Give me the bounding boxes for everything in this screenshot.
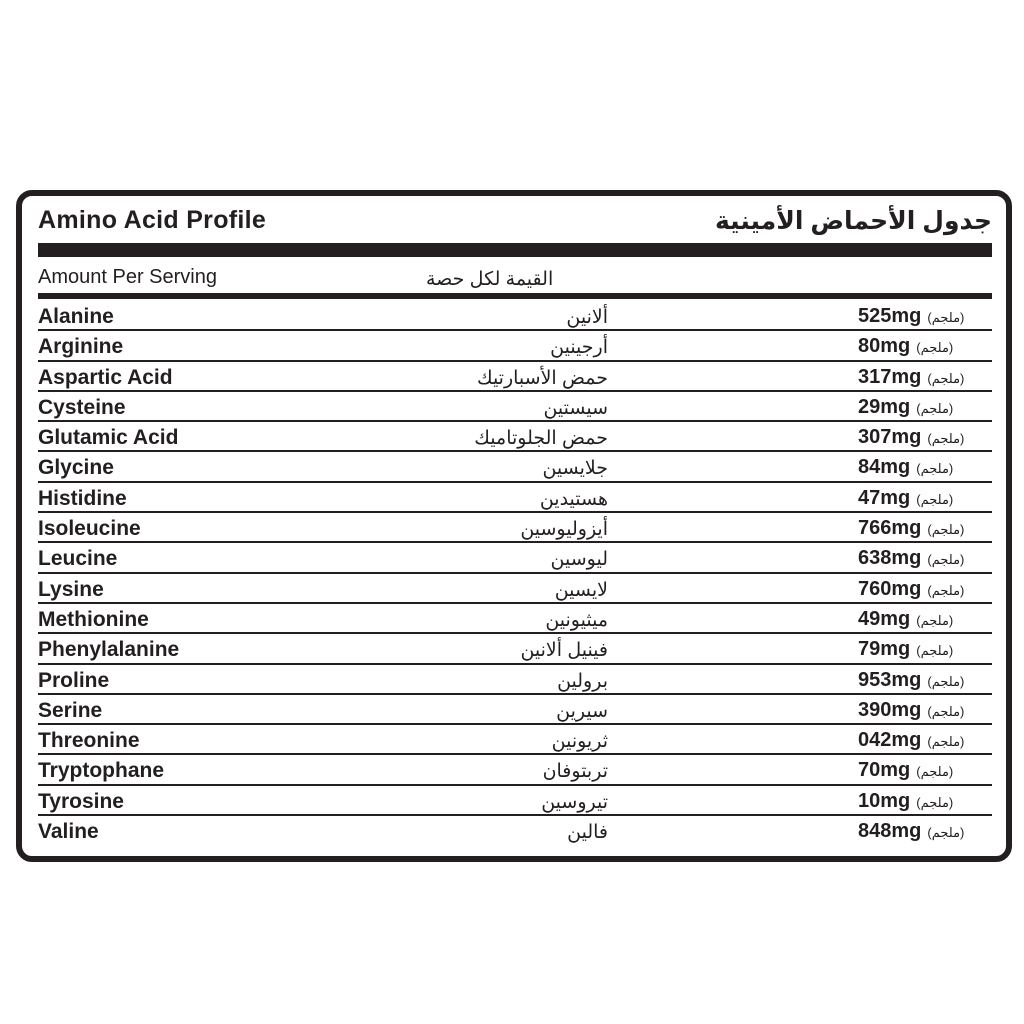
serving-divider: [38, 293, 992, 299]
table-row: [38, 604, 992, 634]
amino-acid-name-arabic: ثريونين: [551, 731, 608, 753]
table-row: [38, 362, 992, 392]
amount-cell: [858, 820, 964, 843]
amino-acid-name-english: Tryptophane: [38, 759, 165, 783]
table-row: [38, 452, 992, 482]
amount-value: 760mg: [858, 577, 922, 600]
amino-acid-table: [38, 301, 992, 846]
amount-cell: [858, 396, 953, 419]
amount-value: 766mg: [858, 517, 922, 540]
amino-acid-name-english: Tyrosine: [38, 789, 124, 813]
amino-acid-name-arabic: هستيدين: [539, 488, 608, 510]
amino-acid-label: [16, 190, 1012, 862]
amount-unit-arabic: (ملجم): [916, 794, 954, 810]
amount-cell: [858, 487, 953, 510]
amount-value: 70mg: [858, 759, 911, 782]
table-row: [38, 816, 992, 846]
amino-acid-name-arabic: حمض الأسبارتيك: [476, 367, 608, 389]
amino-acid-name-arabic: أرجينين: [550, 337, 608, 359]
amino-acid-name-arabic: فالين: [567, 822, 608, 844]
amino-acid-name-arabic: سيرين: [556, 700, 608, 722]
header-divider: [38, 243, 992, 257]
serving-label-arabic: القيمة لكل حصة: [426, 269, 554, 290]
amount-unit-arabic: (ملجم): [916, 612, 954, 628]
table-row: [38, 695, 992, 725]
table-row: [38, 786, 992, 816]
amount-unit-arabic: (ملجم): [916, 764, 954, 780]
amino-acid-name-english: Methionine: [38, 607, 149, 631]
table-row: [38, 634, 992, 664]
amino-acid-name-english: Alanine: [38, 305, 114, 328]
amount-cell: [858, 638, 953, 661]
amino-acid-name-english: Valine: [38, 820, 99, 844]
table-row: [38, 331, 992, 361]
amount-cell: [858, 699, 964, 722]
amount-unit-arabic: (ملجم): [927, 734, 965, 750]
amount-cell: [858, 305, 964, 328]
amount-value: 84mg: [858, 456, 911, 479]
amino-acid-name-arabic: تيروسين: [541, 791, 608, 813]
amino-acid-name-arabic: ألانين: [566, 307, 608, 328]
amino-acid-name-arabic: برولين: [557, 670, 608, 692]
amount-cell: [858, 517, 964, 540]
table-row: [38, 574, 992, 604]
amino-acid-name-english: Glycine: [38, 456, 114, 480]
amino-acid-name-arabic: أيزوليوسين: [520, 519, 608, 541]
amount-unit-arabic: (ملجم): [916, 461, 954, 477]
amount-value: 307mg: [858, 426, 922, 449]
amount-value: 848mg: [858, 820, 922, 843]
amount-unit-arabic: (ملجم): [916, 643, 954, 659]
table-row: [38, 392, 992, 422]
table-row: [38, 422, 992, 452]
amino-acid-name-english: Cysteine: [38, 395, 126, 419]
title-english: Amino Acid Profile: [38, 206, 267, 234]
amount-value: 49mg: [858, 607, 911, 630]
table-row: [38, 301, 992, 331]
serving-label-english: Amount Per Serving: [38, 266, 217, 288]
amount-unit-arabic: (ملجم): [916, 491, 954, 507]
amount-cell: [858, 456, 953, 479]
table-row: [38, 725, 992, 755]
amount-value: 29mg: [858, 395, 911, 418]
amount-unit-arabic: (ملجم): [927, 431, 965, 447]
amount-cell: [858, 608, 953, 631]
amount-value: 953mg: [858, 668, 922, 691]
amino-acid-name-english: Aspartic Acid: [38, 365, 173, 389]
amino-acid-name-english: Phenylalanine: [38, 638, 180, 662]
amino-acid-name-english: Glutamic Acid: [38, 426, 179, 450]
amount-unit-arabic: (ملجم): [927, 825, 965, 841]
table-row: [38, 665, 992, 695]
amino-acid-name-english: Threonine: [38, 729, 140, 753]
amount-value: 79mg: [858, 638, 911, 661]
amino-acid-name-english: Isoleucine: [38, 517, 141, 541]
amount-unit-arabic: (ملجم): [927, 703, 965, 719]
amount-unit-arabic: (ملجم): [916, 400, 954, 416]
amount-cell: [858, 426, 964, 449]
amount-unit-arabic: (ملجم): [927, 522, 965, 538]
amino-acid-name-english: Leucine: [38, 547, 118, 571]
amino-acid-name-arabic: حمض الجلوتاميك: [474, 428, 608, 450]
amino-acid-name-arabic: فينيل ألانين: [520, 640, 608, 662]
amount-value: 525mg: [858, 305, 922, 327]
amount-value: 317mg: [858, 365, 922, 388]
amount-cell: [858, 578, 964, 601]
table-row: [38, 755, 992, 785]
amount-value: 80mg: [858, 335, 911, 358]
amount-value: 10mg: [858, 789, 911, 812]
amount-value: 042mg: [858, 729, 922, 752]
amount-cell: [858, 366, 964, 389]
amino-acid-name-arabic: ليوسين: [550, 549, 608, 571]
amount-value: 638mg: [858, 547, 922, 570]
amino-acid-name-english: Serine: [38, 698, 103, 722]
title-arabic: جدول الأحماض الأمينية: [714, 207, 992, 235]
amount-value: 390mg: [858, 698, 922, 721]
amount-unit-arabic: (ملجم): [927, 552, 965, 568]
amount-cell: [858, 669, 964, 692]
amount-cell: [858, 729, 964, 752]
table-row: [38, 513, 992, 543]
amino-acid-name-english: Lysine: [38, 577, 104, 601]
amino-acid-name-arabic: تربتوفان: [542, 761, 608, 783]
amount-unit-arabic: (ملجم): [916, 340, 954, 356]
amino-acid-name-arabic: ميثيونين: [545, 609, 608, 631]
amount-unit-arabic: (ملجم): [927, 370, 965, 386]
amount-cell: [858, 547, 964, 570]
amino-acid-name-english: Arginine: [38, 335, 124, 359]
amount-unit-arabic: (ملجم): [927, 582, 965, 598]
amino-acid-name-arabic: سيستين: [543, 397, 608, 419]
amino-acid-name-arabic: لايسين: [554, 579, 608, 601]
amino-acid-name-arabic: جلايسين: [542, 458, 608, 480]
amount-unit-arabic: (ملجم): [927, 310, 965, 325]
amount-cell: [858, 790, 953, 813]
amount-value: 47mg: [858, 486, 911, 509]
amount-unit-arabic: (ملجم): [927, 673, 965, 689]
amino-acid-name-english: Histidine: [38, 486, 127, 510]
amino-acid-name-english: Proline: [38, 668, 110, 692]
amount-cell: [858, 759, 953, 782]
table-row: [38, 483, 992, 513]
table-row: [38, 543, 992, 573]
amount-cell: [858, 335, 953, 358]
